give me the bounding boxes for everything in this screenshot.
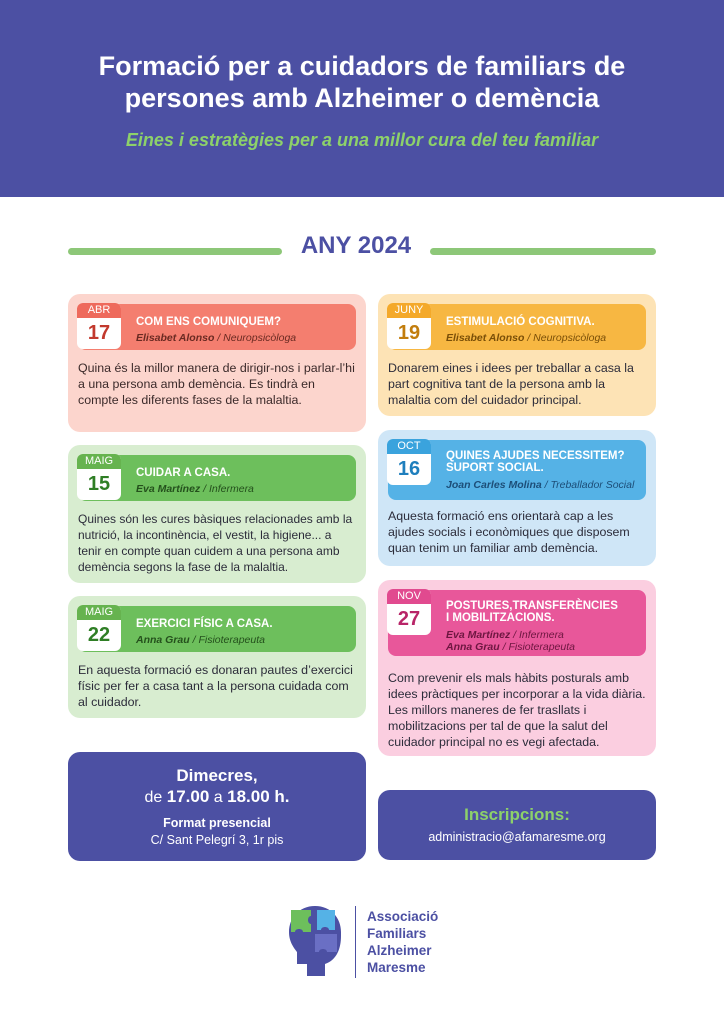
schedule-format: Format presencial <box>163 816 271 830</box>
session-month: ABR <box>77 303 121 318</box>
session-day: 17 <box>87 322 111 344</box>
session-card-postures <box>378 580 656 756</box>
session-title: COM ENS COMUNIQUEM? <box>136 316 282 328</box>
logo-line-1: Associació <box>367 909 439 924</box>
session-speaker: Eva Martínez / Infermera <box>446 629 564 641</box>
speaker-role: Fisioterapeuta <box>198 634 265 646</box>
year-label: ANY 2024 <box>300 232 412 259</box>
session-title: EXERCICI FÍSIC A CASA. <box>136 618 273 630</box>
speaker-name: Joan Carles Molina <box>446 479 542 491</box>
speaker-role: Infermera <box>208 483 254 495</box>
session-card-exercise <box>68 596 366 718</box>
title-line-2: persones amb Alzheimer o demència <box>124 83 600 113</box>
session-speaker: Elisabet Alonso / Neuropsicòloga <box>446 332 607 344</box>
session-month: MAIG <box>77 454 121 469</box>
session-description: Com prevenir els mals hàbits posturals amb idees pràctiques per incorporar a la vida diària. Les millors maneres de fer trasllats i mobilitzacions per tal de que la salut del cuidador principal no es vegi afectada. <box>388 671 646 749</box>
calendar-date-icon <box>387 439 431 485</box>
speaker-role: Neuropsicòloga <box>223 332 297 344</box>
session-month: JUNY <box>387 303 431 318</box>
speaker-role: Infermera <box>518 629 564 641</box>
time-separator: a <box>213 789 223 806</box>
logo-divider <box>355 906 356 978</box>
session-description: Aquesta formació ens orientarà cap a les ajudes socials i econòmiques que disposem quan tenim un familiar amb demència. <box>388 509 630 555</box>
calendar-date-icon <box>77 454 121 500</box>
header-banner <box>0 0 724 197</box>
logo-line-2: Familiars <box>367 926 427 941</box>
logo-line-4: Maresme <box>367 960 426 975</box>
session-month: NOV <box>387 589 431 604</box>
association-logo <box>285 902 445 982</box>
schedule-time <box>68 787 366 807</box>
session-title: CUIDAR A CASA. <box>136 467 231 479</box>
speaker-role: Treballador Social <box>550 479 635 491</box>
year-heading <box>68 232 656 262</box>
speaker-name: Elisabet Alonso <box>136 332 215 344</box>
session-description: Quines són les cures bàsiques relacionades amb la nutrició, la incontinència, el vestit, la higiene... a tenir en compte quan cuidem a una persona amb demència segons la fase de la malaltia. <box>78 512 353 574</box>
session-month: OCT <box>387 439 431 454</box>
session-title: ESTIMULACIÓ COGNITIVA. <box>446 316 595 328</box>
calendar-date-icon <box>387 589 431 635</box>
session-title <box>446 600 618 624</box>
session-day: 22 <box>87 624 111 646</box>
registration-email-link[interactable]: administracio@afamaresme.org <box>428 830 606 844</box>
time-end: 18.00 <box>227 787 270 806</box>
session-month: MAIG <box>77 605 121 620</box>
session-card-home-care <box>68 445 366 583</box>
session-speaker: Eva Martínez / Infermera <box>136 483 254 495</box>
session-card-cognitive <box>378 294 656 416</box>
session-description: Quina és la millor manera de dirigir-nos i parlar-l’hi a una persona amb demència. Es tindrà en compte les diferents fases de la malaltia. <box>78 361 355 407</box>
time-prefix: de <box>144 789 163 806</box>
registration-box <box>378 790 656 860</box>
session-card-communication <box>68 294 366 432</box>
session-day: 15 <box>87 473 111 495</box>
session-speaker: Joan Carles Molina / Treballador Social <box>446 479 635 491</box>
title-line-1: Formació per a cuidadors de familiars de <box>98 51 626 81</box>
session-speaker: Anna Grau / Fisioterapeuta <box>136 634 265 646</box>
association-name <box>367 908 438 976</box>
registration-label: Inscripcions: <box>464 805 570 824</box>
speaker-name: Anna Grau <box>446 641 500 653</box>
schedule-address: C/ Sant Pelegrí 3, 1r pis <box>150 833 284 847</box>
page-title <box>0 50 724 114</box>
session-title <box>446 450 625 474</box>
calendar-date-icon <box>77 303 121 349</box>
session-title-line-2: I MOBILITZACIONS. <box>446 612 555 624</box>
year-divider-left <box>68 248 282 255</box>
session-day: 19 <box>397 322 421 344</box>
year-divider-right <box>430 248 656 255</box>
session-speaker: Elisabet Alonso / Neuropsicòloga <box>136 332 297 344</box>
speaker-name: Elisabet Alonso <box>446 332 525 344</box>
schedule-box <box>68 752 366 861</box>
session-title-line-1: POSTURES,TRANSFERÈNCIES <box>446 600 618 612</box>
session-title-line-1: QUINES AJUDES NECESSITEM? <box>446 450 625 462</box>
calendar-date-icon <box>387 303 431 349</box>
session-speaker: Anna Grau / Fisioterapeuta <box>446 641 575 653</box>
time-suffix: h. <box>274 787 290 806</box>
time-start: 17.00 <box>166 787 210 806</box>
speaker-name: Eva Martínez <box>136 483 201 495</box>
session-title-line-2: SUPORT SOCIAL. <box>446 462 544 474</box>
logo-line-3: Alzheimer <box>367 943 432 958</box>
session-day: 27 <box>397 608 421 630</box>
speaker-role: Fisioterapeuta <box>508 641 575 653</box>
puzzle-head-icon <box>285 902 345 980</box>
speaker-name: Anna Grau <box>136 634 190 646</box>
session-day: 16 <box>397 458 421 480</box>
session-description: En aquesta formació es donaran pautes d’exercici físic per fer a casa tant a la persona cuidada com al cuidador. <box>78 663 353 709</box>
speaker-name: Eva Martínez <box>446 629 511 641</box>
speaker-role: Neuropsicòloga <box>533 332 607 344</box>
calendar-date-icon <box>77 605 121 651</box>
session-card-social-support <box>378 430 656 566</box>
session-description: Donarem eines i idees per treballar a casa la part cognitiva tant de la persona amb la malaltia com del cuidador principal. <box>388 361 634 407</box>
page-subtitle: Eines i estratègies per a una millor cura del teu familiar <box>125 130 599 150</box>
schedule-weekday: Dimecres, <box>176 766 258 785</box>
